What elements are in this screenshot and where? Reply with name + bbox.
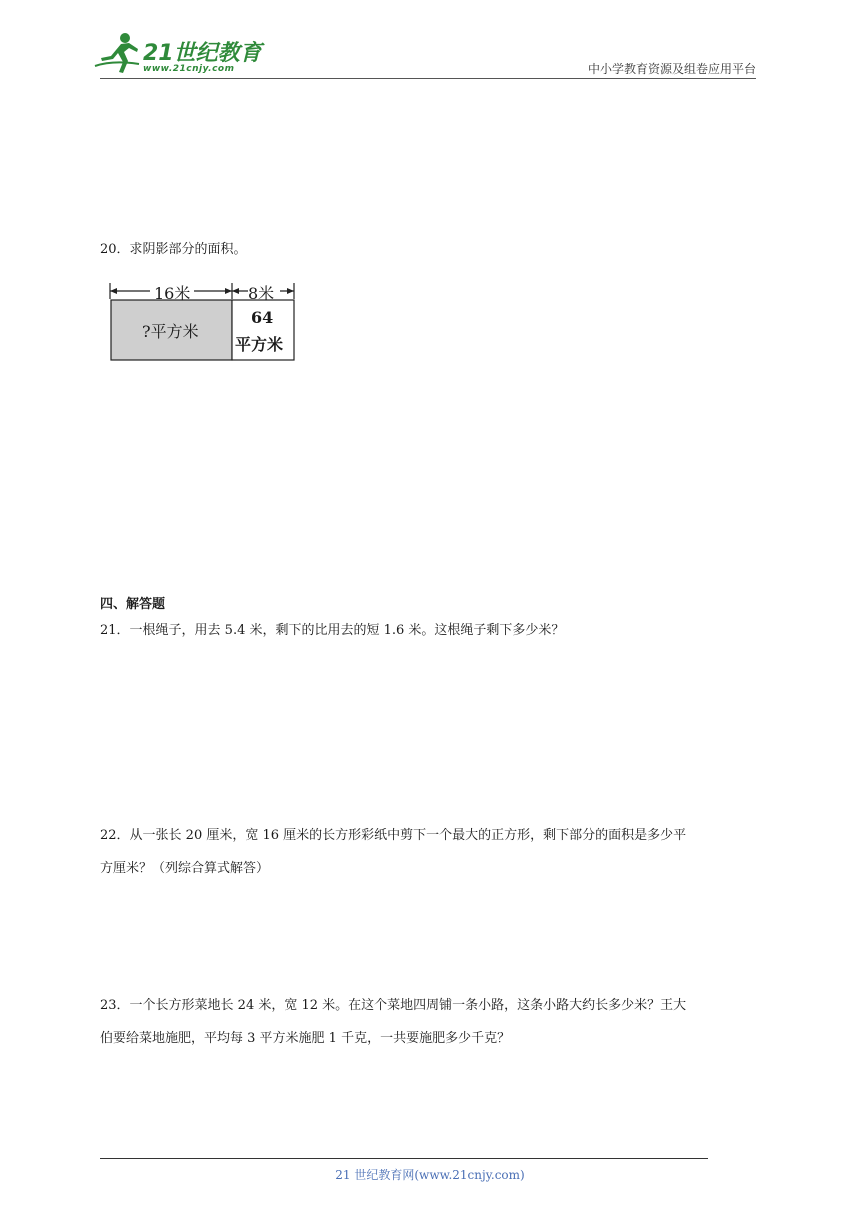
logo-url: www.21cnjy.com <box>143 64 235 74</box>
section-title: 四、解答题 <box>100 597 166 612</box>
runner-icon <box>93 30 141 74</box>
header-divider <box>100 78 756 79</box>
question-22-line-2: 方厘米？（列综合算式解答） <box>100 861 270 876</box>
question-20: 20．求阴影部分的面积。 <box>100 242 247 257</box>
question-20-figure <box>108 278 298 364</box>
logo-text: 21世纪教育 <box>143 41 262 66</box>
right-area-value: 64 <box>251 308 274 327</box>
question-22-line-1: 22．从一张长 20 厘米，宽 16 厘米的长方形彩纸中剪下一个最大的正方形，剩下部分的面积是多少平 <box>100 828 687 843</box>
question-23-line-2: 伯要给菜地施肥，平均每 3 平方米施肥 1 千克，一共要施肥多少千克？ <box>100 1031 511 1046</box>
page-header <box>0 0 860 82</box>
right-area-unit: 平方米 <box>235 335 284 354</box>
footer-text[interactable]: 21 世纪教育网(www.21cnjy.com) <box>335 1168 525 1182</box>
footer-divider <box>100 1158 708 1159</box>
header-platform-text: 中小学教育资源及组卷应用平台 <box>587 62 756 76</box>
site-logo[interactable] <box>93 30 263 80</box>
right-width-label: 8米 <box>248 284 275 303</box>
left-width-label: 16米 <box>154 284 191 303</box>
shaded-area-label: ?平方米 <box>142 322 199 341</box>
question-23-line-1: 23．一个长方形菜地长 24 米，宽 12 米。在这个菜地四周铺一条小路，这条小路大约长多少米？王大 <box>100 998 687 1013</box>
question-21: 21．一根绳子，用去 5.4 米，剩下的比用去的短 1.6 米。这根绳子剩下多少米？ <box>100 623 565 638</box>
